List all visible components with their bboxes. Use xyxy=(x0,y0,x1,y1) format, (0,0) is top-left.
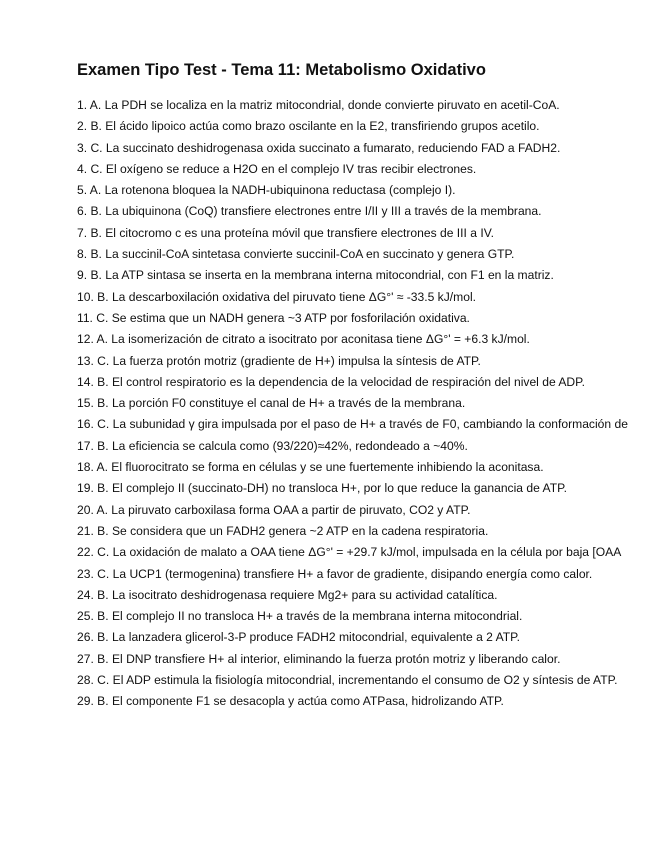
answer-item-19: 19. B. El complejo II (succinato-DH) no transloca H+, por lo que reduce la ganancia de ATP. xyxy=(77,481,567,496)
answer-item-16: 16. C. La subunidad γ gira impulsada por el paso de H+ a través de F0, cambiando la conformación de xyxy=(77,417,628,432)
answer-list xyxy=(77,95,655,713)
answer-item-8: 8. B. La succinil-CoA sintetasa convierte succinil-CoA en succinato y genera GTP. xyxy=(77,247,515,262)
answer-item-13: 13. C. La fuerza protón motriz (gradiente de H+) impulsa la síntesis de ATP. xyxy=(77,353,481,368)
answer-item-15: 15. B. La porción F0 constituye el canal de H+ a través de la membrana. xyxy=(77,396,466,411)
answer-item-10: 10. B. La descarboxilación oxidativa del piruvato tiene ΔG°' ≈ -33.5 kJ/mol. xyxy=(77,289,476,304)
answer-item-22: 22. C. La oxidación de malato a OAA tiene ΔG°' = +29.7 kJ/mol, impulsada en la célula por baja [OAA xyxy=(77,545,622,560)
answer-item-11: 11. C. Se estima que un NADH genera ~3 ATP por fosforilación oxidativa. xyxy=(77,310,470,325)
answer-item-27: 27. B. El DNP transfiere H+ al interior, eliminando la fuerza protón motriz y liberando calor. xyxy=(77,651,561,666)
answer-item-17: 17. B. La eficiencia se calcula como (93/220)≈42%, redondeado a ~40%. xyxy=(77,438,468,453)
answer-item-1: 1. A. La PDH se localiza en la matriz mitocondrial, donde convierte piruvato en acetil-CoA. xyxy=(77,98,560,112)
answer-item-9: 9. B. La ATP sintasa se inserta en la membrana interna mitocondrial, con F1 en la matriz. xyxy=(77,268,554,283)
answer-item-23: 23. C. La UCP1 (termogenina) transfiere H+ a favor de gradiente, disipando energía como calor. xyxy=(77,566,593,581)
answer-item-26: 26. B. La lanzadera glicerol-3-P produce FADH2 mitocondrial, equivalente a 2 ATP. xyxy=(77,630,521,645)
answer-item-24: 24. B. La isocitrato deshidrogenasa requiere Mg2+ para su actividad catalítica. xyxy=(77,587,498,602)
answer-item-29: 29. B. El componente F1 se desacopla y actúa como ATPasa, hidrolizando ATP. xyxy=(77,694,504,709)
answer-item-4: 4. C. El oxígeno se reduce a H2O en el complejo IV tras recibir electrones. xyxy=(77,161,477,176)
answer-item-21: 21. B. Se considera que un FADH2 genera ~2 ATP en la cadena respiratoria. xyxy=(77,523,489,538)
answer-item-14: 14. B. El control respiratorio es la dependencia de la velocidad de respiración del nivel de ADP. xyxy=(77,374,586,389)
answer-item-7: 7. B. El citocromo c es una proteína móvil que transfiere electrones de III a IV. xyxy=(77,225,495,240)
document-title: Examen Tipo Test - Tema 11: Metabolismo Oxidativo xyxy=(77,61,486,79)
answer-item-25: 25. B. El complejo II no transloca H+ a través de la membrana interna mitocondrial. xyxy=(77,609,523,624)
answer-item-18: 18. A. El fluorocitrato se forma en células y se une fuertemente inhibiendo la aconitasa. xyxy=(77,460,544,475)
answer-item-5: 5. A. La rotenona bloquea la NADH-ubiquinona reductasa (complejo I). xyxy=(77,183,456,198)
answer-item-12: 12. A. La isomerización de citrato a isocitrato por aconitasa tiene ΔG°' = +6.3 kJ/mol. xyxy=(77,332,530,347)
answer-item-6: 6. B. La ubiquinona (CoQ) transfiere electrones entre I/II y III a través de la membrana. xyxy=(77,204,542,219)
answer-item-28: 28. C. El ADP estimula la fisiología mitocondrial, incrementando el consumo de O2 y síntesis de ATP. xyxy=(77,673,618,688)
answer-item-3: 3. C. La succinato deshidrogenasa oxida succinato a fumarato, reduciendo FAD a FADH2. xyxy=(77,140,561,155)
answer-item-20: 20. A. La piruvato carboxilasa forma OAA a partir de piruvato, CO2 y ATP. xyxy=(77,502,471,517)
answer-item-2: 2. B. El ácido lipoico actúa como brazo oscilante en la E2, transfiriendo grupos acetilo. xyxy=(77,119,540,134)
